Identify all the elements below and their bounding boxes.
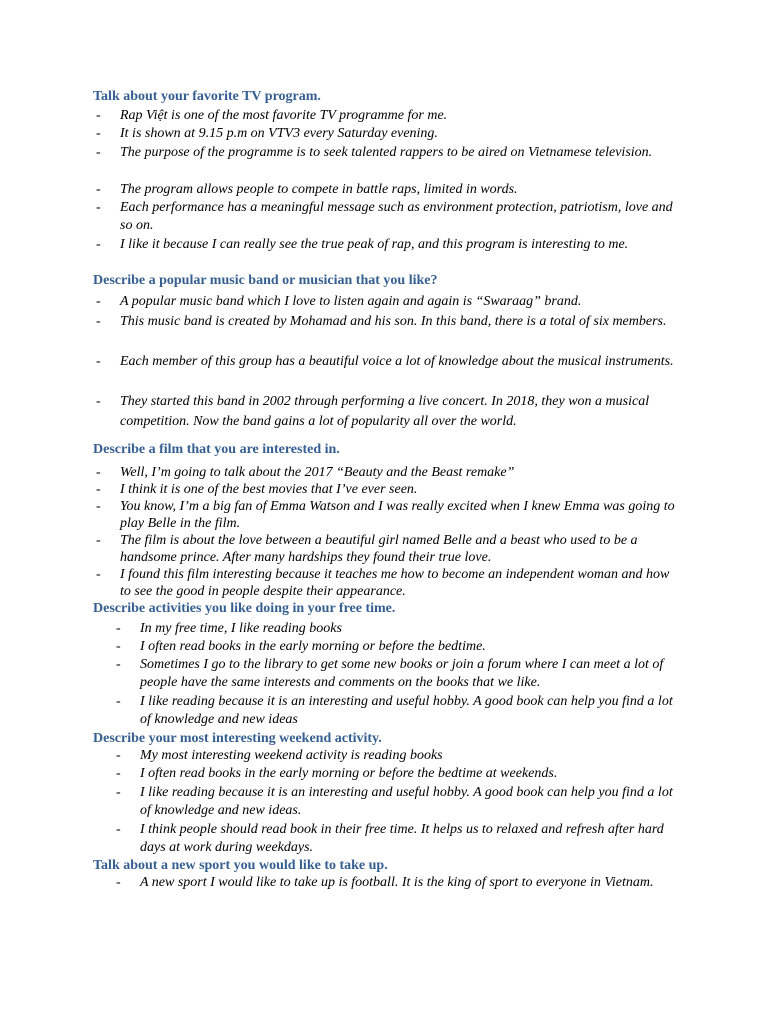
list-item: - Well, I’m going to talk about the 2017 “Beauty and the Beast remake” <box>96 465 515 480</box>
bullet-dash: - <box>96 108 101 123</box>
list-item: - This music band is created by Mohamad and his son. In this band, there is a total of six members. <box>96 312 681 332</box>
bullet-dash: - <box>96 314 101 329</box>
section-heading: Talk about a new sport you would like to take up. <box>93 858 388 873</box>
bullet-dash: - <box>96 394 101 409</box>
section-heading: Describe activities you like doing in your free time. <box>93 601 396 616</box>
section-heading: Talk about your favorite TV program. <box>93 89 321 104</box>
list-item: - A new sport I would like to take up is football. It is the king of sport to everyone in Vietnam. <box>116 875 654 890</box>
section-heading: Describe a film that you are interested in. <box>93 442 340 457</box>
list-item: - Each member of this group has a beautiful voice a lot of knowledge about the musical instruments. <box>96 352 681 372</box>
bullet-dash: - <box>116 621 121 636</box>
bullet-dash: - <box>96 126 101 141</box>
list-item: - I like reading because it is an interesting and useful hobby. A good book can help you find a lot of knowledge and new ideas <box>116 694 673 727</box>
bullet-dash: - <box>96 465 101 480</box>
list-item: - I found this film interesting because it teaches me how to become an independent woman and how to see the good in people despite their appearance. <box>96 567 670 599</box>
list-item: - I like reading because it is an interesting and useful hobby. A good book can help you find a lot of knowledge and new ideas. <box>116 785 673 818</box>
list-item: - I often read books in the early morning or before the bedtime. <box>116 639 486 654</box>
list-item: - I often read books in the early morning or before the bedtime at weekends. <box>116 766 558 781</box>
list-item: - It is shown at 9.15 p.m on VTV3 every Saturday evening. <box>96 126 438 141</box>
bullet-dash: - <box>96 567 101 582</box>
list-item: - Each performance has a meaningful message such as environment protection, patriotism, love and so on. <box>96 200 673 233</box>
list-item: - The film is about the love between a beautiful girl named Belle and a beast who used to be a handsome prince. After many hardships they found their true love. <box>96 533 638 565</box>
list-item: - I think people should read book in their free time. It helps us to relaxed and refresh after hard days at work during weekdays. <box>116 822 664 855</box>
list-item: - I like it because I can really see the true peak of rap, and this program is interesting to me. <box>96 237 629 252</box>
list-item: - The program allows people to compete in battle raps, limited in words. <box>96 182 518 197</box>
section-heading: Describe your most interesting weekend activity. <box>93 731 382 746</box>
bullet-dash: - <box>96 294 101 309</box>
bullet-dash: - <box>116 785 121 800</box>
bullet-dash: - <box>116 822 121 837</box>
bullet-dash: - <box>96 499 101 514</box>
list-item: - I think it is one of the best movies that I’ve ever seen. <box>96 482 418 497</box>
list-item: - The purpose of the programme is to seek talented rappers to be aired on Vietnamese television. <box>96 145 653 160</box>
list-item: - Sometimes I go to the library to get some new books or join a forum where I can meet a lot of people have the same interests and comments on the books that we like. <box>116 657 664 690</box>
bullet-dash: - <box>116 694 121 709</box>
list-item: - You know, I’m a big fan of Emma Watson and I was really excited when I knew Emma was going to play Belle in the film. <box>96 499 675 531</box>
bullet-dash: - <box>116 748 121 763</box>
list-item: - They started this band in 2002 through performing a live concert. In 2018, they won a musical competition. Now the band gains a lot of popularity all over the world. <box>96 394 650 429</box>
bullet-dash: - <box>96 533 101 548</box>
list-item: - In my free time, I like reading books <box>116 621 342 636</box>
bullet-dash: - <box>116 875 121 890</box>
bullet-dash: - <box>96 482 101 497</box>
section-heading: Describe a popular music band or musician that you like? <box>93 273 438 288</box>
bullet-dash: - <box>96 182 101 197</box>
bullet-dash: - <box>116 766 121 781</box>
bullet-dash: - <box>116 639 121 654</box>
bullet-dash: - <box>96 237 101 252</box>
list-item: - My most interesting weekend activity is reading books <box>116 748 443 763</box>
bullet-dash: - <box>96 200 101 215</box>
bullet-dash: - <box>116 657 121 672</box>
bullet-dash: - <box>96 145 101 160</box>
bullet-dash: - <box>96 354 101 369</box>
list-item: - Rap Việt is one of the most favorite TV programme for me. <box>96 108 448 123</box>
list-item: - A popular music band which I love to listen again and again is “Swaraag” brand. <box>96 292 681 312</box>
